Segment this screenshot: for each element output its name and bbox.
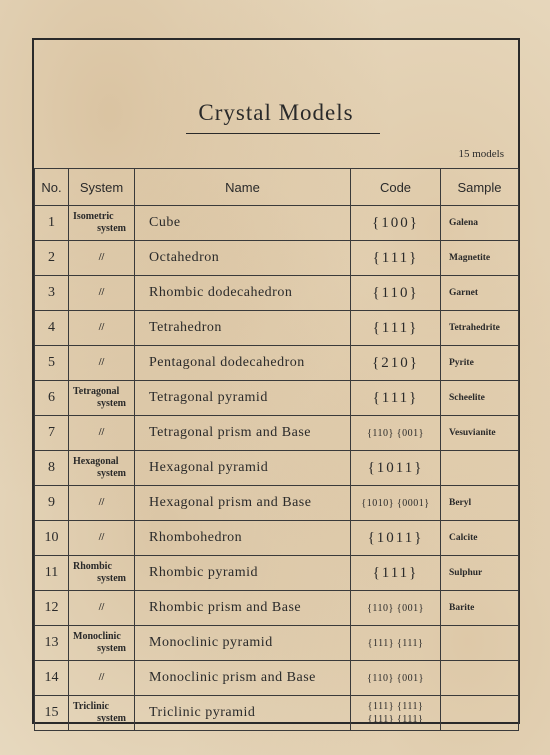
- row-code: [351, 556, 441, 591]
- row-sample: Vesuvianite: [441, 416, 519, 451]
- row-number: 14: [35, 661, 69, 696]
- row-name: Cube: [135, 206, 351, 241]
- row-code: [351, 416, 441, 451]
- row-number: 1: [35, 206, 69, 241]
- code-primary: {110} {001}: [367, 602, 424, 614]
- code-primary: {110} {001}: [367, 672, 424, 684]
- code-primary: {110} {001}: [367, 427, 424, 439]
- ditto-mark: //: [98, 532, 105, 543]
- row-name: Triclinic pyramid: [135, 696, 351, 731]
- system-name: Isometric: [73, 211, 114, 222]
- system-name: Hexagonal: [73, 456, 119, 467]
- row-code: [351, 311, 441, 346]
- table-row: [35, 556, 519, 591]
- header-code: Code: [351, 169, 441, 206]
- table-row: [35, 311, 519, 346]
- table-row: [35, 521, 519, 556]
- table-row: [35, 206, 519, 241]
- system-suffix: system: [97, 713, 126, 724]
- row-number: 5: [35, 346, 69, 381]
- row-number: 7: [35, 416, 69, 451]
- document-frame: [32, 38, 520, 724]
- row-number: 12: [35, 591, 69, 626]
- ditto-mark: //: [98, 322, 105, 333]
- system-suffix: system: [97, 398, 126, 409]
- row-system: [69, 591, 135, 626]
- ditto-mark: //: [98, 252, 105, 263]
- ditto-mark: //: [98, 357, 105, 368]
- row-system: [69, 311, 135, 346]
- row-sample: Scheelite: [441, 381, 519, 416]
- row-system: [69, 276, 135, 311]
- row-sample: Tetrahedrite: [441, 311, 519, 346]
- row-name: Rhombic pyramid: [135, 556, 351, 591]
- row-sample: Pyrite: [441, 346, 519, 381]
- code-primary: {210}: [372, 354, 419, 371]
- row-code: [351, 381, 441, 416]
- table-row: [35, 696, 519, 731]
- ditto-mark: //: [98, 427, 105, 438]
- crystal-table: [34, 168, 519, 731]
- code-primary: {1011}: [367, 459, 424, 476]
- row-system: [69, 416, 135, 451]
- row-number: 9: [35, 486, 69, 521]
- code-primary: {110}: [372, 284, 419, 301]
- system-suffix: system: [97, 643, 126, 654]
- header-sample: Sample: [441, 169, 519, 206]
- row-sample: [441, 696, 519, 731]
- row-code: [351, 276, 441, 311]
- system-name: Monoclinic: [73, 631, 121, 642]
- row-name: Tetrahedron: [135, 311, 351, 346]
- row-sample: Sulphur: [441, 556, 519, 591]
- row-code: [351, 206, 441, 241]
- system-suffix: system: [97, 468, 126, 479]
- row-sample: Galena: [441, 206, 519, 241]
- page-title: Crystal Models: [198, 100, 354, 125]
- ditto-mark: //: [98, 497, 105, 508]
- row-number: 4: [35, 311, 69, 346]
- row-system: [69, 241, 135, 276]
- code-primary: {111}: [372, 319, 419, 336]
- code-primary: {111} {111}: [367, 701, 424, 712]
- title-underline: [186, 133, 380, 134]
- ditto-mark: //: [98, 672, 105, 683]
- row-system: [69, 346, 135, 381]
- row-number: 3: [35, 276, 69, 311]
- table-row: [35, 486, 519, 521]
- table-row: [35, 416, 519, 451]
- system-name: Rhombic: [73, 561, 112, 572]
- row-number: 13: [35, 626, 69, 661]
- table-body: [35, 206, 519, 731]
- row-sample: Garnet: [441, 276, 519, 311]
- code-primary: {111}: [372, 249, 419, 266]
- system-suffix: system: [97, 573, 126, 584]
- row-number: 11: [35, 556, 69, 591]
- row-name: Rhombic dodecahedron: [135, 276, 351, 311]
- row-number: 10: [35, 521, 69, 556]
- row-name: Pentagonal dodecahedron: [135, 346, 351, 381]
- model-count: 15 models: [458, 148, 504, 160]
- row-system: [69, 451, 135, 486]
- row-sample: [441, 626, 519, 661]
- row-sample: [441, 451, 519, 486]
- code-primary: {111}: [372, 564, 419, 581]
- code-primary: {111}: [372, 389, 419, 406]
- row-system: [69, 696, 135, 731]
- row-sample: [441, 661, 519, 696]
- table-row: [35, 346, 519, 381]
- code-primary: {111} {111}: [367, 637, 424, 649]
- code-secondary: {111} {111}: [367, 714, 424, 725]
- row-sample: Beryl: [441, 486, 519, 521]
- row-name: Rhombohedron: [135, 521, 351, 556]
- row-code: [351, 241, 441, 276]
- system-name: Triclinic: [73, 701, 109, 712]
- row-name: Octahedron: [135, 241, 351, 276]
- row-sample: Magnetite: [441, 241, 519, 276]
- code-primary: {1011}: [367, 529, 424, 546]
- table-row: [35, 661, 519, 696]
- table-row: [35, 626, 519, 661]
- row-code: [351, 591, 441, 626]
- row-system: [69, 626, 135, 661]
- row-number: 15: [35, 696, 69, 731]
- row-system: [69, 381, 135, 416]
- table-header-row: [35, 169, 519, 206]
- table-row: [35, 276, 519, 311]
- row-name: Tetragonal pyramid: [135, 381, 351, 416]
- row-code: [351, 486, 441, 521]
- row-name: Rhombic prism and Base: [135, 591, 351, 626]
- row-number: 2: [35, 241, 69, 276]
- table-row: [35, 241, 519, 276]
- table-row: [35, 381, 519, 416]
- row-system: [69, 206, 135, 241]
- row-sample: Barite: [441, 591, 519, 626]
- header-system: System: [69, 169, 135, 206]
- row-sample: Calcite: [441, 521, 519, 556]
- code-primary: {1010} {0001}: [361, 497, 430, 509]
- row-code: [351, 521, 441, 556]
- header-no: No.: [35, 169, 69, 206]
- row-code: [351, 451, 441, 486]
- row-name: Hexagonal prism and Base: [135, 486, 351, 521]
- table-row: [35, 451, 519, 486]
- row-name: Tetragonal prism and Base: [135, 416, 351, 451]
- table-row: [35, 591, 519, 626]
- system-name: Tetragonal: [73, 386, 120, 397]
- row-code: [351, 696, 441, 731]
- ditto-mark: //: [98, 287, 105, 298]
- ditto-mark: //: [98, 602, 105, 613]
- row-name: Hexagonal pyramid: [135, 451, 351, 486]
- code-primary: {100}: [372, 214, 419, 231]
- row-number: 6: [35, 381, 69, 416]
- row-name: Monoclinic prism and Base: [135, 661, 351, 696]
- row-system: [69, 486, 135, 521]
- row-code: [351, 661, 441, 696]
- header-name: Name: [135, 169, 351, 206]
- row-system: [69, 661, 135, 696]
- row-number: 8: [35, 451, 69, 486]
- system-suffix: system: [97, 223, 126, 234]
- row-code: [351, 346, 441, 381]
- row-system: [69, 556, 135, 591]
- row-name: Monoclinic pyramid: [135, 626, 351, 661]
- row-system: [69, 521, 135, 556]
- row-code: [351, 626, 441, 661]
